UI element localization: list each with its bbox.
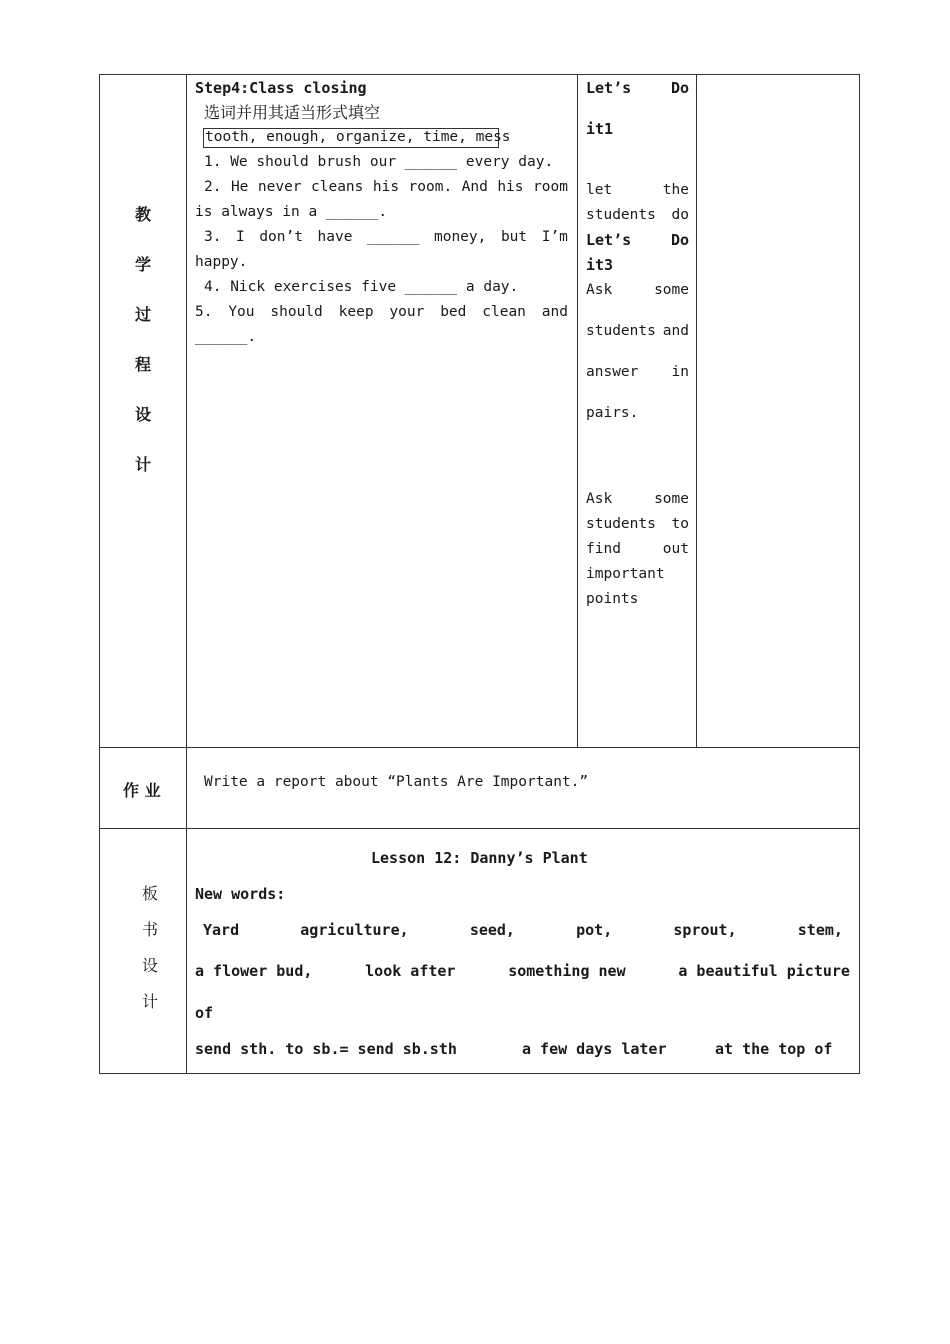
board-label-char: 设	[142, 956, 159, 975]
board-title: Lesson 12: Danny’s Plant	[371, 849, 588, 867]
activity-important: important	[586, 566, 665, 582]
activity-students-and: students and	[586, 323, 689, 339]
question-4: 4. Nick exercises five ______ a day.	[204, 279, 519, 295]
activity-it3: it3	[586, 256, 614, 274]
notes-column-divider	[696, 74, 697, 748]
table-right-border	[859, 74, 860, 1074]
step-title: Step4:Class closing	[195, 79, 367, 97]
process-label-char: 过	[135, 305, 152, 324]
question-2-line-2: is always in a ______.	[195, 204, 388, 220]
process-label-char: 设	[135, 405, 152, 424]
table-top-border	[99, 74, 860, 75]
activity-ask-some: Ask some	[586, 282, 689, 298]
board-phrase-top-of: at the top of	[715, 1040, 833, 1058]
process-label-char: 程	[135, 355, 152, 374]
question-2-line-1: 2. He never cleans his room. And his room	[204, 179, 568, 195]
row-divider-board	[99, 828, 860, 829]
board-phrase-few-days: a few days later	[522, 1040, 667, 1058]
question-5-line-1: 5. You should keep your bed clean and	[195, 304, 568, 320]
new-words-label: New words:	[195, 885, 286, 903]
activity-ask-some-2: Ask some	[586, 491, 689, 507]
word-box-text: tooth, enough, organize, time, mess	[205, 129, 511, 145]
question-3-line-2: happy.	[195, 254, 248, 270]
question-5-line-2: ______.	[195, 329, 257, 345]
board-words-row-2: a flower bud, look after something new a beautiful picture	[195, 962, 850, 980]
question-1: 1. We should brush our ______ every day.	[204, 154, 554, 170]
activity-column-divider	[577, 74, 578, 748]
question-3-line-1: 3. I don’t have ______ money, but I’m	[204, 229, 568, 245]
board-words-row-2-wrap: of	[195, 1004, 214, 1022]
process-label-char: 学	[135, 255, 152, 274]
table-bottom-border	[99, 1073, 860, 1074]
activity-let-the: let the	[586, 182, 689, 198]
board-words-row-1: Yard agriculture, seed, pot, sprout, stem,	[203, 921, 843, 939]
board-label-char: 板	[142, 884, 159, 903]
process-label-char: 教	[135, 205, 152, 224]
activity-find-out: find out	[586, 541, 689, 557]
activity-answer-in: answer in	[586, 364, 689, 380]
homework-label: 作 业	[123, 781, 161, 800]
label-column-divider	[186, 74, 187, 1074]
activity-students-to: students to	[586, 516, 689, 532]
activity-pairs: pairs.	[586, 405, 639, 421]
activity-students-do: students do	[586, 207, 689, 223]
board-label-char: 书	[142, 920, 159, 939]
homework-text: Write a report about “Plants Are Important.”	[204, 774, 589, 790]
activity-lets-do-3: Let’s Do	[586, 231, 689, 249]
row-divider-homework	[99, 747, 860, 748]
board-phrase-send: send sth. to sb.= send sb.sth	[195, 1040, 457, 1058]
step-instruction: 选词并用其适当形式填空	[204, 103, 381, 122]
activity-points: points	[586, 591, 639, 607]
activity-it1: it1	[586, 120, 614, 138]
table-left-border	[99, 74, 100, 1074]
board-label-char: 计	[142, 992, 159, 1011]
activity-lets-do-1: Let’s Do	[586, 79, 689, 97]
process-label-char: 计	[135, 455, 152, 474]
